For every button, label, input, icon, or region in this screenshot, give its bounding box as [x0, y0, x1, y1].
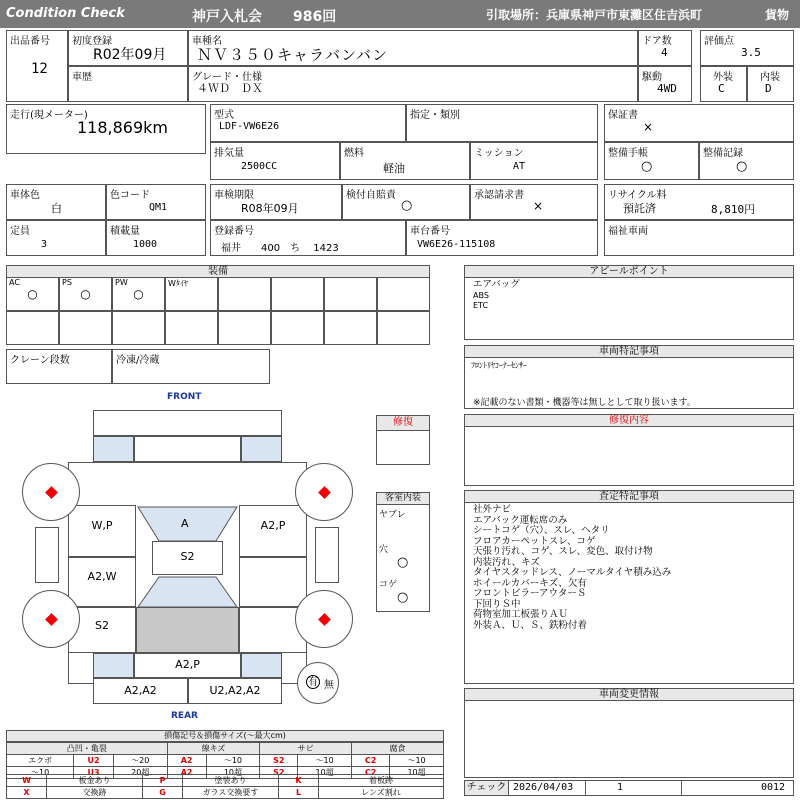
inspection-value: R08年09月: [241, 202, 299, 215]
assessment-line: 社外ナビ: [473, 504, 512, 515]
freezer-box: [112, 349, 270, 384]
legend-code: S2: [260, 755, 298, 767]
wheel-rear-left-icon: [22, 590, 80, 648]
legend-code: X: [7, 787, 47, 799]
legend-group: 凸凹・亀裂: [7, 743, 168, 755]
welfare-label: 福祉車両: [608, 226, 648, 237]
footer-divider: [681, 781, 682, 795]
legend-codes-table: [6, 774, 444, 799]
assessment-lines: [473, 505, 671, 631]
plate-label: 登録番号: [214, 226, 254, 237]
equip-cell-empty: [165, 311, 218, 345]
assessment-line: シートコゲ（穴）、スレ、ヘタリ: [473, 525, 610, 536]
displacement-label: 排気量: [214, 148, 244, 159]
equip-cell-empty: [377, 277, 430, 311]
legend-cell: 10超: [206, 767, 260, 779]
legend-cell: 10超: [390, 767, 444, 779]
equip-cell-empty: [324, 311, 377, 345]
rear-left-light: [93, 653, 134, 678]
load-label: 積載量: [110, 226, 140, 237]
legend-group: 腐食: [352, 743, 444, 755]
special-box: [464, 345, 794, 409]
legend-desc: 交換跡: [47, 787, 143, 799]
color-value: 白: [51, 202, 62, 215]
brand-label: Condition Check: [6, 6, 125, 21]
assessment-line: フロアカーペットスレ、コゲ: [473, 535, 596, 547]
assessment-line: 下回りＳ中: [473, 598, 521, 610]
equip-cell-empty: [271, 277, 324, 311]
crane-label: クレーン段数: [10, 355, 70, 366]
equip-label-pw: PW: [115, 278, 128, 287]
equip-cell-empty: [218, 277, 271, 311]
panel-front-right: [239, 505, 307, 557]
panel-left-rear-code: S2: [95, 619, 109, 632]
panel-hood-code: A: [181, 517, 189, 530]
repair-detail-box: [464, 414, 794, 486]
capacity-value: 3: [41, 239, 48, 250]
change-box: [464, 688, 794, 778]
repair-label: 修復: [377, 416, 429, 431]
ext-label: 外装: [713, 72, 733, 83]
legend-cell: 10超: [298, 767, 352, 779]
legend-code: A2: [167, 767, 206, 779]
plate-box: [210, 220, 406, 256]
wheel-front-right-icon: [295, 463, 353, 521]
special-title: 車両特記事項: [465, 346, 793, 358]
fuel-value: 軽油: [383, 162, 405, 175]
history-box: [68, 66, 188, 102]
front-grille: [134, 436, 241, 462]
interior-title: 客室内装: [377, 493, 429, 505]
chassis-value: VW6E26-115108: [417, 239, 496, 250]
chassis-label: 車台番号: [410, 226, 450, 237]
first-reg-box: [68, 30, 188, 66]
change-title: 車両変更情報: [465, 689, 793, 701]
equip-cell-empty: [271, 311, 324, 345]
equip-cell-empty: [6, 311, 59, 345]
interior-burn-mark: ○: [397, 590, 409, 605]
legend-code: C2: [352, 755, 390, 767]
recycle-fee: 8,810円: [711, 203, 756, 216]
front-bumper: [93, 410, 282, 436]
welfare-box: [604, 220, 794, 256]
footer-divider: [585, 781, 586, 795]
footer-check: [464, 780, 794, 796]
equip-cell-empty: [324, 277, 377, 311]
front-right-light: [241, 436, 282, 462]
legend-code: L: [279, 787, 319, 799]
equip-mark-ac: ○: [27, 287, 38, 301]
legend-code: C2: [352, 767, 390, 779]
cargo-area: [136, 607, 239, 653]
equip-cell-empty: [59, 311, 112, 345]
check-code: 0012: [761, 782, 786, 793]
warranty-label: 保証書: [608, 110, 638, 121]
first-reg-label: 初度登録: [72, 36, 112, 47]
equipment-title: 装備: [7, 266, 429, 278]
type-value: LDF-VW6E26: [219, 121, 280, 132]
equip-label-ac: AC: [9, 278, 20, 287]
appeal-line: ABS: [473, 290, 489, 300]
rear-right-code: U2,A2,A2: [209, 684, 261, 697]
manual-value: ○: [641, 159, 653, 174]
interior-hole-mark: ○: [397, 555, 409, 570]
history-label: 車歴: [72, 72, 92, 83]
assessment-line: ホイールカバーキズ、欠有: [473, 577, 587, 589]
equip-cell-empty: [112, 311, 165, 345]
color-code-box: [106, 184, 206, 220]
legend-cell: 〜10: [7, 767, 74, 779]
panel-front-left-code: W,P: [91, 519, 113, 532]
ext-box: [700, 66, 747, 102]
front-left-light: [93, 436, 134, 462]
legend-cell: 〜20: [113, 755, 167, 767]
special-note: ※記載のない書類・機器等は無しとして取り扱います。: [473, 398, 696, 408]
panel-roof: [152, 541, 223, 575]
check-date: 2026/04/03: [513, 782, 574, 793]
appeal-title: アピールポイント: [465, 266, 793, 278]
legend-cell: 〜10: [390, 755, 444, 767]
rear-label: REAR: [171, 711, 198, 721]
designation-box: [406, 104, 598, 142]
drive-box: [638, 66, 692, 102]
plate-value: 福井 400 ち 1423: [221, 243, 339, 254]
panel-right-mid: [239, 557, 307, 607]
capacity-label: 定員: [10, 226, 30, 237]
legend-desc: ガラス交換要す: [183, 787, 279, 799]
category-label: 貨物: [765, 8, 790, 22]
equip-cell-empty: [377, 311, 430, 345]
assessment-title: 査定特記事項: [465, 491, 793, 503]
model-name: ＮＶ３５０キャラバンバン: [197, 46, 388, 64]
appeal-line: ETC: [473, 301, 489, 310]
load-value: 1000: [133, 239, 158, 250]
fuel-label: 燃料: [344, 148, 364, 159]
record-label: 整備記録: [703, 148, 743, 159]
panel-front-left: [68, 505, 136, 557]
assessment-line: 内装汚れ、キズ: [473, 556, 540, 568]
doors-value: 4: [661, 46, 668, 59]
right-mirror: [315, 527, 339, 583]
inspection-box: [210, 184, 342, 220]
rear-bumper-right: [188, 678, 282, 704]
type-label: 型式: [214, 110, 234, 121]
check-label: チェック: [465, 781, 509, 795]
special-line: ﾌﾛﾝﾄﾘﾔｺｰﾅｰｾﾝｻｰ: [471, 361, 527, 370]
score-value: 3.5: [741, 46, 761, 59]
legend-code: W: [7, 775, 47, 787]
load-box: [106, 220, 206, 256]
liability-label: 検付自賠責: [346, 190, 396, 201]
ext-value: C: [718, 82, 725, 95]
chassis-box: [406, 220, 598, 256]
model-box: [188, 30, 638, 66]
doors-box: [638, 30, 692, 66]
equip-mark-pw: ○: [133, 287, 144, 301]
interior-hole-label: 穴: [379, 545, 389, 555]
recycle-box: [604, 184, 794, 220]
left-mirror: [35, 527, 59, 583]
rear-left-code: A2,A2: [124, 684, 157, 697]
assessment-line: 荷物室加工板張りＡＵ: [473, 609, 569, 620]
wheel-front-left-icon: [22, 463, 80, 521]
assessment-line: タイヤスタッドレス、ノーマルタイヤ積み込み: [473, 567, 672, 578]
panel-left-mid: [68, 557, 136, 607]
mileage-label: 走行(現メーター): [10, 110, 88, 121]
front-label: FRONT: [167, 392, 202, 402]
panel-roof-code: S2: [180, 550, 195, 563]
legend-code: A2: [167, 755, 206, 767]
displacement-value: 2500CC: [241, 161, 278, 172]
score-box: [700, 30, 794, 66]
rear-panel: [134, 653, 241, 678]
repair-box: [376, 415, 430, 465]
liability-value: ○: [401, 198, 413, 213]
grade-label: グレード・仕様: [192, 72, 262, 83]
crane-box: [6, 349, 112, 384]
rear-window: [136, 575, 239, 609]
check-num: 1: [617, 782, 624, 793]
repair-detail-title: 修復内容: [465, 415, 793, 427]
legend-code: U2: [74, 755, 114, 767]
spare-no: 無: [324, 680, 334, 691]
record-box: [699, 142, 794, 180]
mission-value: AT: [513, 161, 526, 172]
legend-code: S2: [260, 767, 298, 779]
lot-box: [6, 30, 68, 102]
assessment-line: エアバック運転席のみ: [473, 514, 568, 526]
assessment-line: 天張り汚れ、コゲ、スレ、変色、取付け物: [473, 546, 653, 557]
inspection-label: 車検期限: [214, 190, 254, 201]
interior-tear-label: ヤブレ: [379, 510, 406, 520]
legend-cell: 〜10: [206, 755, 260, 767]
equip-cell-ps: [59, 277, 112, 311]
header-bar: [0, 0, 800, 28]
panel-front-right-code: A2,P: [260, 519, 286, 532]
equip-cell-ac: [6, 277, 59, 311]
assessment-box: [464, 490, 794, 684]
legend-code: P: [143, 775, 183, 787]
color-code-value: QM1: [149, 202, 168, 213]
int-label: 内装: [760, 72, 780, 83]
legend-desc: 着板跡: [319, 775, 444, 787]
recycle-label: リサイクル料: [608, 190, 667, 201]
fuel-box: [340, 142, 470, 180]
assessment-line: フロントビラーアウターＳ: [473, 588, 587, 599]
appeal-line: エアバッグ: [473, 279, 520, 290]
rear-bumper-left: [93, 678, 188, 704]
equip-cell-empty: [218, 311, 271, 345]
mission-box: [470, 142, 598, 180]
legend-group: 線キズ: [167, 743, 260, 755]
legend-code: U3: [74, 767, 114, 779]
legend-group: サビ: [260, 743, 352, 755]
wheel-rear-right-icon: [295, 590, 353, 648]
session-number: 986回: [293, 9, 337, 25]
pickup-location: 引取場所：兵庫県神戸市東灘区住吉浜町: [486, 8, 703, 22]
approval-box: [470, 184, 598, 220]
designation-label: 指定・類別: [410, 110, 460, 121]
color-code-label: 色コード: [110, 190, 150, 201]
spare-yes: 有: [308, 677, 318, 688]
grade-value: ４ＷＤ ＤＸ: [197, 82, 263, 95]
record-value: ○: [736, 159, 748, 174]
auction-name: 神戸入札会: [192, 9, 262, 25]
manual-label: 整備手帳: [608, 148, 648, 159]
legend-cell: 〜10: [298, 755, 352, 767]
type-box: [210, 104, 406, 142]
mileage-box: [6, 104, 206, 154]
legend-desc: 塗装あり: [183, 775, 279, 787]
liability-box: [342, 184, 470, 220]
doors-label: ドア数: [642, 36, 672, 47]
int-value: D: [765, 82, 772, 95]
legend-title: 損傷記号＆損傷サイズ(〜最大cm): [6, 730, 444, 742]
mission-label: ミッション: [474, 148, 524, 159]
equip-label-ps: PS: [62, 278, 72, 287]
legend-code: G: [143, 787, 183, 799]
approval-value: ×: [533, 199, 544, 213]
legend-cell: 20超: [113, 767, 167, 779]
color-label: 車体色: [10, 190, 40, 201]
legend-desc: レンズ割れ: [319, 787, 444, 799]
grade-box: [188, 66, 638, 102]
color-box: [6, 184, 106, 220]
interior-burn-label: コゲ: [379, 580, 398, 590]
legend-code: K: [279, 775, 319, 787]
recycle-status: 預託済: [623, 202, 656, 215]
rear-panel-code: A2,P: [175, 658, 200, 671]
freezer-label: 冷凍/冷蔵: [116, 355, 160, 366]
equip-mark-ps: ○: [80, 287, 91, 301]
capacity-box: [6, 220, 106, 256]
warranty-value: ×: [643, 120, 654, 134]
panel-left-mid-code: A2,W: [87, 570, 117, 583]
int-box: [747, 66, 794, 102]
warranty-box: [604, 104, 794, 142]
legend-desc: 板金あり: [47, 775, 143, 787]
equip-cell-pw: [112, 277, 165, 311]
displacement-box: [210, 142, 340, 180]
rear-right-light: [241, 653, 282, 678]
drive-value: 4WD: [657, 82, 677, 95]
score-label: 評価点: [704, 36, 734, 47]
drive-label: 駆動: [642, 72, 662, 83]
mileage-value: 118,869km: [77, 118, 169, 137]
lot-label: 出品番号: [10, 36, 50, 47]
manual-box: [604, 142, 699, 180]
assessment-line: 外装Ａ、Ｕ、Ｓ、鉄粉付着: [473, 619, 588, 631]
interior-box: [376, 492, 430, 612]
approval-label: 承認請求書: [474, 190, 524, 201]
equip-cell-wtire: [165, 277, 218, 311]
model-name-label: 車種名: [192, 36, 222, 47]
lot-number: 12: [31, 61, 48, 77]
first-reg-value: R02年09月: [93, 47, 167, 63]
legend-cell: エクボ: [7, 755, 74, 767]
equip-label-wtire: Wﾀｲﾔ: [168, 279, 188, 288]
appeal-box: [464, 265, 794, 340]
